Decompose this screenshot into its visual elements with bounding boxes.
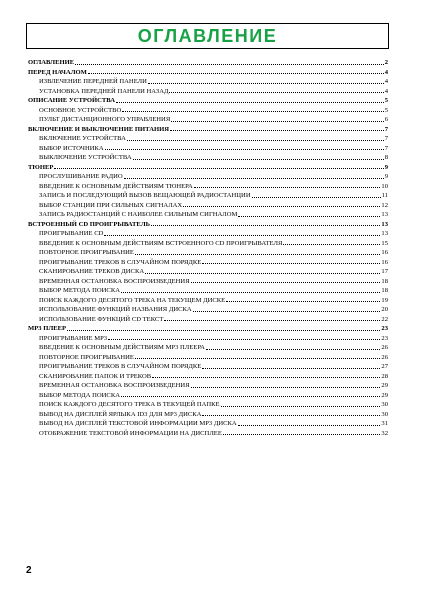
toc-entry-label: ВРЕМЕННАЯ ОСТАНОВКА ВОСПРОИЗВЕДЕНИЯ <box>39 277 190 285</box>
toc-entry-label: ПРОИГРЫВАНИЕ ТРЕКОВ В СЛУЧАЙНОМ ПОРЯДКЕ <box>39 363 202 370</box>
toc-entry-page: 13 <box>381 230 388 237</box>
dot-leader <box>124 177 384 179</box>
dot-leader <box>171 120 383 122</box>
toc-subsection-entry[interactable] <box>28 106 388 116</box>
dot-leader <box>194 186 381 188</box>
toc-subsection-entry[interactable] <box>28 286 388 296</box>
dot-leader <box>191 281 381 283</box>
toc-entry-label: СКАНИРОВАНИЕ ПАПОК И ТРЕКОВ <box>39 372 152 380</box>
toc-subsection-entry[interactable] <box>28 153 388 163</box>
toc-subsection-entry[interactable] <box>28 381 388 391</box>
toc-entry-page: 30 <box>381 401 388 408</box>
dot-leader <box>238 424 381 426</box>
dot-leader <box>133 158 384 160</box>
toc-entry-label: ТЮНЕР <box>28 163 54 171</box>
toc-subsection-entry[interactable] <box>28 277 388 287</box>
dot-leader <box>108 338 380 340</box>
toc-subsection-entry[interactable] <box>28 258 388 268</box>
dot-leader <box>191 386 381 388</box>
toc-entry-label: ПОВТОРНОЕ ПРОИГРЫВАНИЕ <box>39 249 134 256</box>
toc-entry-label: ВВЕДЕНИЕ К ОСНОВНЫМ ДЕЙСТВИЯМ MP3 ПЛЕЕРА <box>39 344 205 351</box>
toc-entry-page: 23 <box>381 325 388 332</box>
toc-entry-label: ОПИСАНИЕ УСТРОЙСТВА <box>28 97 116 104</box>
toc-entry-label: ВЫВОД НА ДИСПЛЕЙ ТЕКСТОВОЙ ИНФОРМАЦИИ MP3 ДИСКА <box>39 420 237 427</box>
toc-subsection-entry[interactable] <box>28 353 388 363</box>
table-of-contents <box>28 58 388 438</box>
toc-subsection-entry[interactable] <box>28 201 388 211</box>
dot-leader <box>283 243 380 245</box>
toc-subsection-entry[interactable] <box>28 305 388 315</box>
toc-subsection-entry[interactable] <box>28 172 388 182</box>
toc-entry-page: 20 <box>381 306 388 313</box>
toc-entry-page: 13 <box>381 220 388 228</box>
toc-entry-label: ВЫКЛЮЧЕНИЕ УСТРОЙСТВА <box>39 154 132 161</box>
toc-subsection-entry[interactable] <box>28 296 388 306</box>
toc-section-entry[interactable] <box>28 125 388 135</box>
toc-entry-label: ВСТРОЕННЫЙ CD ПРОИГРЫВАТЕЛЬ <box>28 220 150 228</box>
toc-entry-page: 31 <box>381 420 388 427</box>
toc-entry-page: 2 <box>384 59 388 66</box>
toc-entry-label: ПОИСК КАЖДОГО ДЕСЯТОГО ТРЕКА В ТЕКУЩЕЙ ПАПКЕ <box>39 401 220 408</box>
dot-leader <box>169 91 383 93</box>
toc-subsection-entry[interactable] <box>28 362 388 372</box>
toc-entry-page: 10 <box>381 182 388 190</box>
toc-subsection-entry[interactable] <box>28 391 388 401</box>
dot-leader <box>221 405 381 407</box>
toc-entry-label: ВЫБОР МЕТОДА ПОИСКА <box>39 287 120 294</box>
title-box <box>26 23 389 49</box>
toc-subsection-entry[interactable] <box>28 134 388 144</box>
toc-entry-page: 29 <box>381 391 388 399</box>
dot-leader <box>122 110 383 112</box>
toc-entry-page: 4 <box>384 78 388 85</box>
toc-entry-page: 8 <box>384 154 388 161</box>
toc-entry-label: ПОИСК КАЖДОГО ДЕСЯТОГО ТРЕКА НА ТЕКУЩЕМ ДИСКЕ <box>39 296 226 304</box>
toc-entry-label: ВВЕДЕНИЕ К ОСНОВНЫМ ДЕЙСТВИЯМ ТЮНЕРА <box>39 182 193 190</box>
toc-subsection-entry[interactable] <box>28 182 388 192</box>
toc-entry-label: ПРОИГРЫВАНИЕ CD <box>39 230 104 237</box>
toc-entry-page: 7 <box>384 144 388 152</box>
toc-subsection-entry[interactable] <box>28 410 388 420</box>
toc-entry-page: 18 <box>381 277 388 285</box>
dot-leader <box>202 414 380 416</box>
toc-entry-page: 32 <box>381 429 388 437</box>
toc-entry-label: ВЫБОР СТАНЦИИ ПРИ СИЛЬНЫХ СИГНАЛАХ <box>39 201 183 209</box>
dot-leader <box>238 215 380 217</box>
toc-entry-label: ПРОИГРЫВАНИЕ ТРЕКОВ В СЛУЧАЙНОМ ПОРЯДКЕ <box>39 258 202 266</box>
toc-entry-page: 12 <box>381 201 388 209</box>
toc-entry-label: ИЗВЛЕЧЕНИЕ ПЕРЕДНЕЙ ПАНЕЛИ <box>39 78 147 85</box>
dot-leader <box>145 272 380 274</box>
toc-entry-page: 16 <box>381 249 388 256</box>
toc-entry-page: 17 <box>381 268 388 275</box>
dot-leader <box>67 329 380 331</box>
dot-leader <box>193 310 381 312</box>
toc-entry-page: 23 <box>381 334 388 342</box>
toc-subsection-entry[interactable] <box>28 77 388 87</box>
dot-leader <box>252 196 381 198</box>
dot-leader <box>202 367 380 369</box>
toc-subsection-entry[interactable] <box>28 315 388 325</box>
dot-leader <box>183 205 380 207</box>
dot-leader <box>206 348 380 350</box>
toc-entry-label: ПРОИГРЫВАНИЕ MP3 <box>39 334 108 342</box>
page-number: 2 <box>26 565 32 576</box>
toc-entry-page: 4 <box>384 87 388 95</box>
dot-leader <box>135 253 380 255</box>
toc-subsection-entry[interactable] <box>28 248 388 258</box>
toc-subsection-entry[interactable] <box>28 400 388 410</box>
toc-entry-page: 29 <box>381 382 388 389</box>
toc-entry-label: СКАНИРОВАНИЕ ТРЕКОВ ДИСКА <box>39 268 145 275</box>
toc-entry-page: 13 <box>381 211 388 218</box>
toc-entry-page: 26 <box>381 344 388 351</box>
toc-entry-label: ИСПОЛЬЗОВАНИЕ ФУНКЦИЙ НАЗВАНИЯ ДИСКА <box>39 306 192 313</box>
toc-entry-page: 7 <box>384 135 388 142</box>
toc-entry-page: 16 <box>381 258 388 266</box>
toc-entry-label: ОГЛАВЛЕНИЕ <box>28 59 75 66</box>
dot-leader <box>127 139 384 141</box>
toc-entry-label: MP3 ПЛЕЕР <box>28 325 67 332</box>
toc-entry-page: 5 <box>384 106 388 114</box>
toc-entry-label: ВКЛЮЧЕНИЕ И ВЫКЛЮЧЕНИЕ ПИТАНИЯ <box>28 125 169 133</box>
toc-subsection-entry[interactable] <box>28 343 388 353</box>
dot-leader <box>226 300 380 302</box>
toc-entry-page: 9 <box>384 173 388 180</box>
toc-section-entry[interactable] <box>28 163 388 173</box>
toc-subsection-entry[interactable] <box>28 229 388 239</box>
toc-entry-label: ВЫБОР ИСТОЧНИКА <box>39 144 104 152</box>
toc-subsection-entry[interactable] <box>28 210 388 220</box>
toc-entry-label: ПРОСЛУШИВАНИЕ РАДИО <box>39 173 123 180</box>
toc-entry-page: 15 <box>381 239 388 247</box>
toc-subsection-entry[interactable] <box>28 239 388 249</box>
toc-entry-page: 9 <box>384 163 388 171</box>
toc-entry-label: ОСНОВНОЕ УСТРОЙСТВО <box>39 106 122 114</box>
dot-leader <box>148 82 384 84</box>
toc-entry-page: 11 <box>381 192 388 199</box>
toc-entry-page: 18 <box>381 287 388 294</box>
toc-section-entry[interactable] <box>28 96 388 106</box>
toc-subsection-entry[interactable] <box>28 87 388 97</box>
dot-leader <box>88 72 384 74</box>
toc-entry-page: 7 <box>384 125 388 133</box>
dot-leader <box>116 101 384 103</box>
toc-entry-label: УСТАНОВКА ПЕРЕДНЕЙ ПАНЕЛИ НАЗАД <box>39 87 169 95</box>
toc-entry-label: ИСПОЛЬЗОВАНИЕ ФУНКЦИЙ CD ТЕКСТ <box>39 315 164 323</box>
toc-section-entry[interactable] <box>28 220 388 230</box>
toc-entry-label: ВЫВОД НА ДИСПЛЕЙ ЯРЛЫКА ID3 ДЛЯ MP3 ДИСКА <box>39 410 202 418</box>
toc-section-entry[interactable] <box>28 68 388 78</box>
toc-entry-label: ПЕРЕД НАЧАЛОМ <box>28 68 87 76</box>
dot-leader <box>105 148 384 150</box>
toc-entry-label: ЗАПИСЬ И ПОСЛЕДУЮЩИЙ ВЫЗОВ ВЕЩАЮЩЕЙ РАДИОСТАНЦИИ <box>39 192 251 199</box>
toc-entry-page: 30 <box>381 410 388 418</box>
toc-section-entry[interactable] <box>28 58 388 68</box>
toc-entry-page: 19 <box>381 296 388 304</box>
dot-leader <box>104 234 380 236</box>
dot-leader <box>121 395 380 397</box>
toc-subsection-entry[interactable] <box>28 115 388 125</box>
toc-entry-page: 5 <box>384 97 388 104</box>
toc-entry-label: ВВЕДЕНИЕ К ОСНОВНЫМ ДЕЙСТВИЯМ ВСТРОЕННОГО CD ПРОИГРЫВАТЕЛЯ <box>39 239 283 247</box>
dot-leader <box>151 224 380 226</box>
toc-subsection-entry[interactable] <box>28 144 388 154</box>
toc-entry-label: ВЫБОР МЕТОДА ПОИСКА <box>39 391 120 399</box>
toc-subsection-entry[interactable] <box>28 419 388 429</box>
toc-entry-page: 22 <box>381 315 388 323</box>
toc-entry-label: ПУЛЬТ ДИСТАНЦИОННОГО УПРАВЛЕНИЯ <box>39 116 171 123</box>
dot-leader <box>135 357 380 359</box>
toc-entry-page: 28 <box>381 372 388 380</box>
toc-entry-page: 27 <box>381 363 388 370</box>
dot-leader <box>170 129 384 131</box>
toc-entry-label: ЗАПИСЬ РАДИОСТАНЦИЙ С НАИБОЛЕЕ СИЛЬНЫМ СИГНАЛОМ <box>39 211 238 218</box>
toc-entry-label: ВКЛЮЧЕНИЕ УСТРОЙСТВА <box>39 135 126 142</box>
toc-entry-label: ОТОБРАЖЕНИЕ ТЕКСТОВОЙ ИНФОРМАЦИИ НА ДИСПЛЕЕ <box>39 429 222 437</box>
toc-entry-label: ПОВТОРНОЕ ПРОИГРЫВАНИЕ <box>39 353 134 361</box>
dot-leader <box>121 291 380 293</box>
page-title: ОГЛАВЛЕНИЕ <box>137 26 278 46</box>
dot-leader <box>223 433 381 435</box>
dot-leader <box>202 262 380 264</box>
toc-subsection-entry[interactable] <box>28 372 388 382</box>
dot-leader <box>54 167 383 169</box>
toc-entry-label: ВРЕМЕННАЯ ОСТАНОВКА ВОСПРОИЗВЕДЕНИЯ <box>39 382 190 389</box>
toc-subsection-entry[interactable] <box>28 267 388 277</box>
dot-leader <box>152 376 380 378</box>
toc-entry-page: 26 <box>381 353 388 361</box>
toc-section-entry[interactable] <box>28 324 388 334</box>
toc-entry-page: 4 <box>384 68 388 76</box>
toc-subsection-entry[interactable] <box>28 191 388 201</box>
dot-leader <box>164 319 380 321</box>
toc-subsection-entry[interactable] <box>28 429 388 439</box>
toc-entry-page: 6 <box>384 116 388 123</box>
dot-leader <box>75 63 384 65</box>
toc-subsection-entry[interactable] <box>28 334 388 344</box>
